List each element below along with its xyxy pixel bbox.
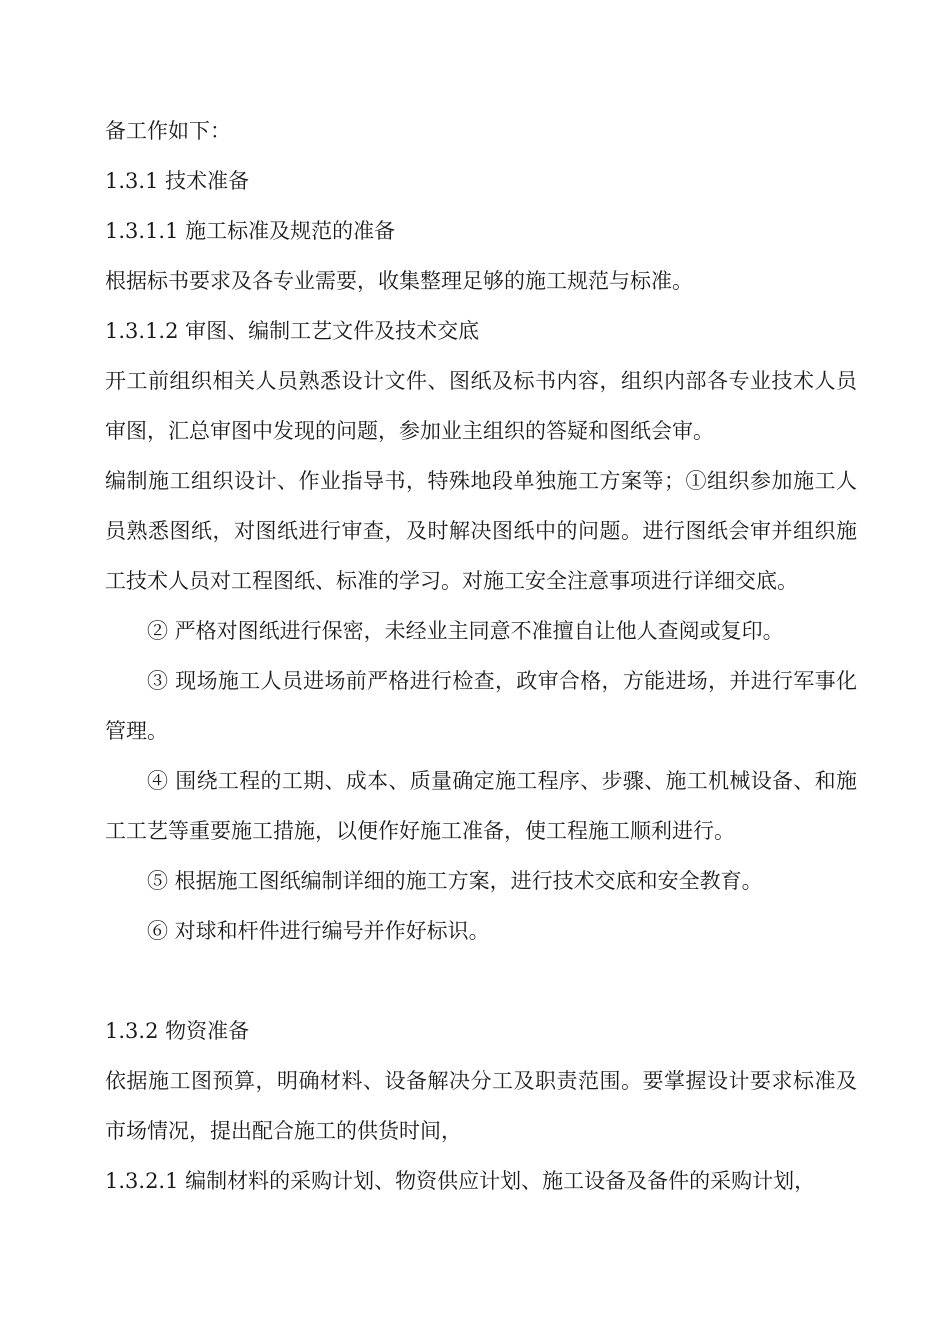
paragraph-material-budget: 依据施工图预算，明确材料、设备解决分工及职责范围。要掌握设计要求标准及市场情况，提出配合施工的供货时间， <box>105 1069 857 1143</box>
list-item-5: ⑤ 根据施工图纸编制详细的施工方案，进行技术交底和安全教育。 <box>147 869 763 893</box>
heading-1-3-2-1: 1.3.2.1 编制材料的采购计划、物资供应计划、施工设备及备件的采购计划， <box>105 1169 816 1193</box>
paragraph-construction-design: 编制施工组织设计、作业指导书，特殊地段单独施工方案等；①组织参加施工人员熟悉图纸，对图纸进行审查，及时解决图纸中的问题。进行图纸会审并组织施工技术人员对工程图纸、标准的学习。对施工安全注意事项进行详细交底。 <box>105 469 857 593</box>
document-body <box>105 106 857 1206</box>
heading-1-3-2: 1.3.2 物资准备 <box>105 1019 250 1043</box>
list-item-6: ⑥ 对球和杆件进行编号并作好标识。 <box>147 919 490 943</box>
blank-line <box>105 956 857 1006</box>
heading-1-3-1-2: 1.3.1.2 审图、编制工艺文件及技术交底 <box>105 319 480 343</box>
list-item-3: ③ 现场施工人员进场前严格进行检查，政审合格，方能进场，并进行军事化管理。 <box>105 669 857 743</box>
paragraph-drawing-review: 开工前组织相关人员熟悉设计文件、图纸及标书内容，组织内部各专业技术人员审图，汇总审图中发现的问题，参加业主组织的答疑和图纸会审。 <box>105 369 857 443</box>
paragraph-standards: 根据标书要求及各专业需要，收集整理足够的施工规范与标准。 <box>105 269 693 293</box>
heading-1-3-1-1: 1.3.1.1 施工标准及规范的准备 <box>105 219 396 243</box>
list-item-4: ④ 围绕工程的工期、成本、质量确定施工程序、步骤、施工机械设备、和施工工艺等重要施工措施，以便作好施工准备，使工程施工顺利进行。 <box>105 769 857 843</box>
heading-1-3-1: 1.3.1 技术准备 <box>105 169 250 193</box>
list-item-2: ② 严格对图纸进行保密，未经业主同意不准擅自让他人查阅或复印。 <box>147 619 784 643</box>
paragraph-intro: 备工作如下： <box>105 119 231 143</box>
